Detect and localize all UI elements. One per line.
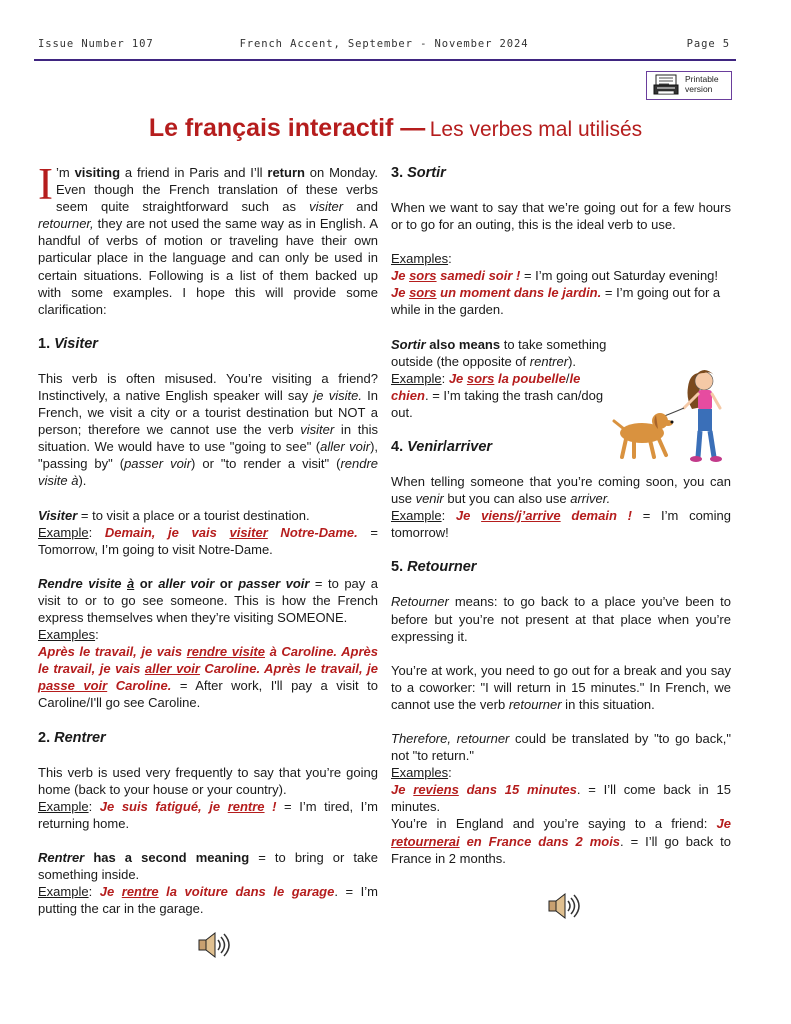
title-sub: Les verbes mal utilisés [429,118,643,141]
rentrer-paragraph: This verb is used very frequently to say that you’re going home (back to your house or your country). Example: Je suis fatigué, je rentre ! = I’m tired, I’m returning home. [38,764,378,831]
drop-cap: I [38,159,53,209]
right-column [391,164,731,867]
sortir-also-means: Sortir also means to take something outside (the opposite of rentrer). Example: Je sors la poubelle/le chien. = I’m taking the trash can/dog out. [391,336,607,420]
left-column [38,159,379,917]
sortir-paragraph: When we want to say that we’re going out for a few hours or to go for an outing, this is the ideal verb to use. [391,200,731,233]
visiter-definition: Visiter = to visit a place or a tourist destination. Example: Demain, je vais visiter Notre-Dame. = Tomorrow, I’m going to visit Notre-Dame. [38,507,378,557]
speaker-audio-icon[interactable] [547,891,581,921]
retourner-paragraph: Retourner means: to go back to a place you’ve been to before but you’re not present at that place when you’re expressing it. [391,594,731,644]
newsletter-title: French Accent, September - November 2024 [239,38,529,50]
printer-icon [653,74,679,96]
retourner-work-paragraph: You’re at work, you need to go out for a break and you say to a coworker: "I will return in 15 minutes." In French, we cannot use the verb retourner in this situation. [391,662,731,712]
page-header [38,38,730,52]
retourner-examples: Therefore, retourner could be translated by "to go back," not "to return." Examples: Je reviens dans 15 minutes. = I’ll come back in 15 minutes. You’re in England and you’re saying to a friend: Je retournerai en France dans 2 mois. = I’ll go back to France in 2 months. [391,730,731,866]
title-main: Le français interactif — [148,114,426,142]
header-rule [34,59,736,61]
intro-paragraph: I ’m visiting a friend in Paris and I’ll return on Monday. Even though the French translation of these verbs seem quite straightforward such as visiter and retourner, they are not used the same way as in English. A handful of verbs of motion or traveling have their own particular place in the language and can only be used in certain situations. Following is a list of them backed up with some examples. I hope this will provide some clarification: [38,159,378,317]
section-heading-retourner: 5. Retourner [391,559,477,576]
section-heading-rentrer: 2. Rentrer [38,729,106,746]
venir-paragraph: When telling someone that you’re coming soon, you can use venir but you can also use arriver. Example: Je viens/j’arrive demain ! = I’m coming tomorrow! [391,474,731,541]
printable-version-button[interactable] [646,71,732,100]
section-heading-venir-arriver: 4. Venir/arriver [391,439,493,456]
speaker-audio-icon[interactable] [197,930,231,960]
page-number: Page 5 [686,38,730,50]
printable-label: Printable version [685,74,719,94]
article-title [0,114,791,143]
girl-walking-dog-illustration [612,363,734,467]
visiter-paragraph: This verb is often misused. You’re visiting a friend? Instinctively, a native English speaker will say je visite. In French, we visit a city or a tourist destination but NOT a person; therefore we cannot use the verb visiter in this situation. We would have to use "going to see" (aller voir), "passing by" (passer voir) or "to render a visit" (rendre visite à). [38,370,379,489]
section-heading-sortir: 3. Sortir [391,165,446,181]
issue-number: Issue Number 107 [38,38,154,50]
rendre-visite-paragraph: Rendre visite à or aller voir or passer voir = to pay a visit to or to go see someone. This is how the French express themselves when they’re visiting SOMEONE. Examples: Après le travail, je vais rendre visite à Caroline. Après le travail, je vais aller voir Caroline. Après le travail, je passe voir Caroline. = After work, I'll pay a visit to Caroline/I'll go see Caroline. [38,575,378,711]
rentrer-second-meaning: Rentrer has a second meaning = to bring or take something inside. Example: Je rentre la voiture dans le garage. = I’m putting the car in the garage. [38,849,379,917]
section-heading-visiter: 1. Visiter [38,335,98,352]
sortir-examples: Examples: Je sors samedi soir ! = I’m going out Saturday evening! Je sors un moment dans le jardin. = I’m going out for a while in the garden. [391,251,721,318]
